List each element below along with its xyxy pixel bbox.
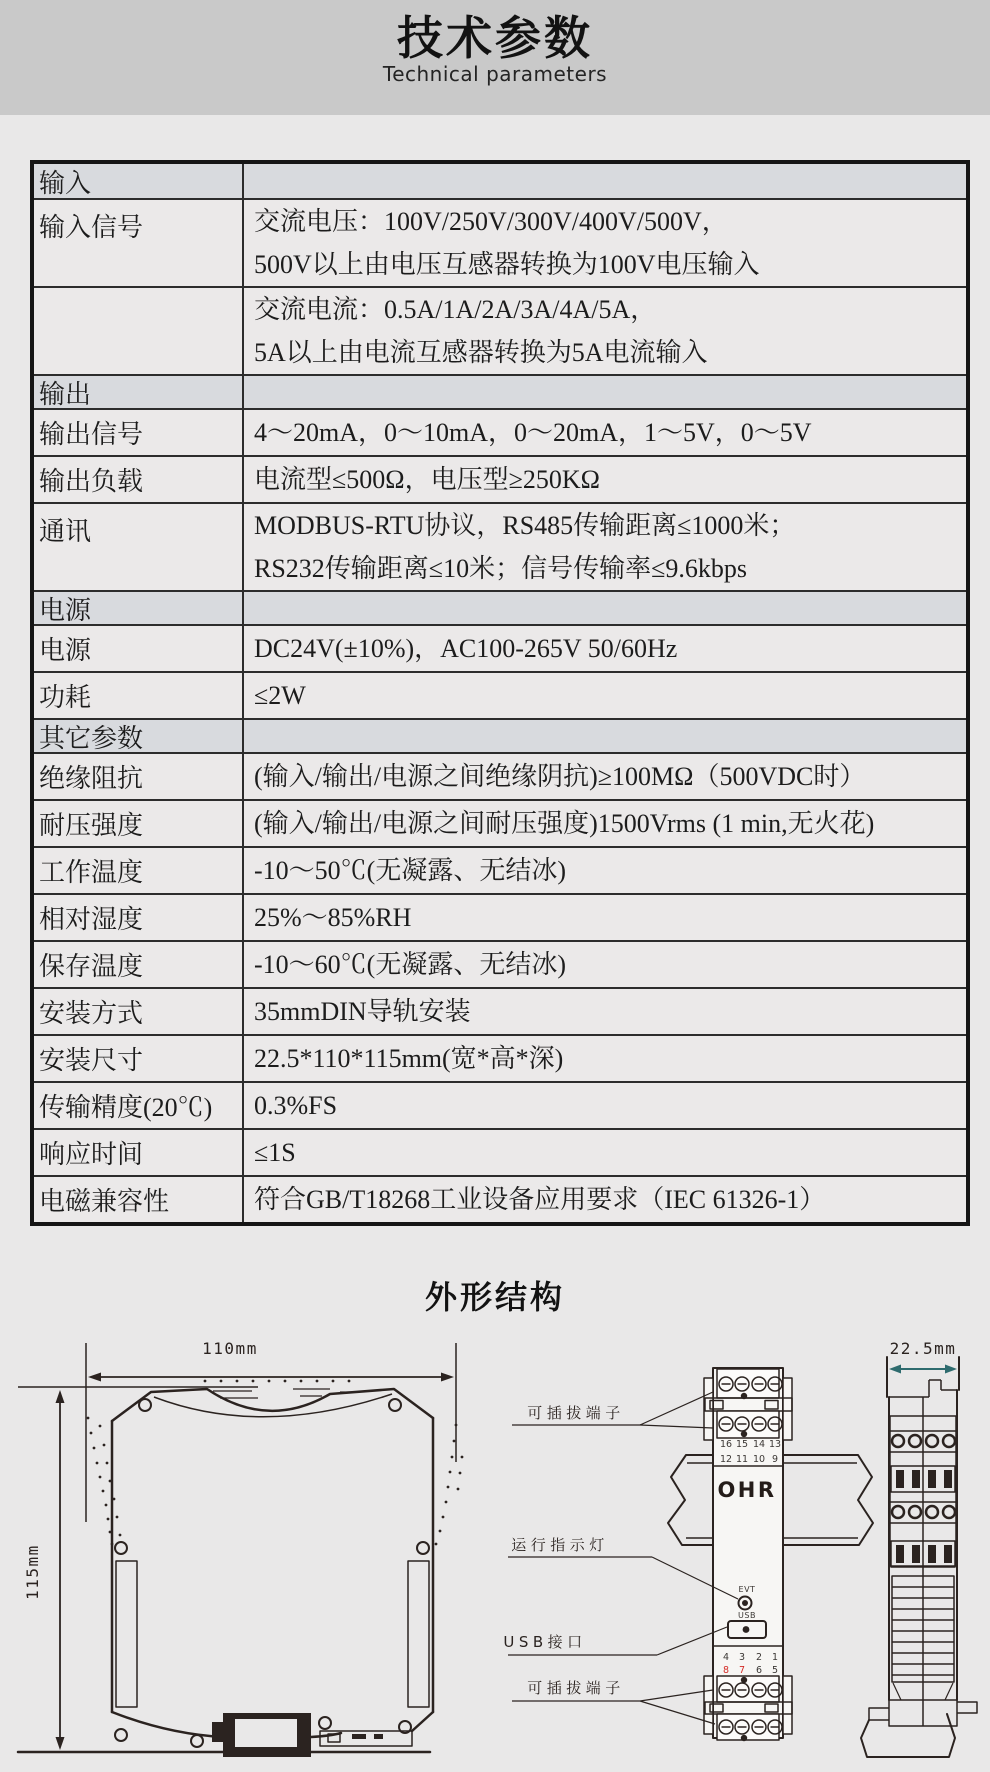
- spec-value: [244, 720, 966, 752]
- spec-value-line: 符合GB/T18268工业设备应用要求（IEC 61326-1）: [254, 1185, 826, 1214]
- spec-value-line: 交流电压：100V/250V/300V/400V/500V，: [254, 207, 728, 236]
- spec-label: 安装方式: [34, 989, 244, 1034]
- spec-value: [244, 895, 966, 940]
- spec-value: [244, 410, 966, 455]
- spec-value-line: ≤1S: [254, 1138, 296, 1167]
- svg-text:1: 1: [771, 1652, 779, 1663]
- spec-value: [244, 288, 966, 374]
- callout-pluggable-terminal-top: 可插拔端子: [527, 1404, 625, 1422]
- spec-label: 保存温度: [34, 942, 244, 987]
- table-row: [34, 752, 966, 799]
- callout-usb-port: USB接口: [503, 1633, 587, 1651]
- spec-value-line: -10～50℃(无凝露、无结冰): [254, 856, 566, 885]
- spec-label: 电源: [34, 592, 244, 624]
- spec-value-line: 5A以上由电流互感器转换为5A电流输入: [254, 338, 708, 367]
- spec-value-line: ≤2W: [254, 681, 306, 710]
- outline-drawing-svg: [0, 1330, 990, 1772]
- vent-strip-left: [116, 1561, 137, 1707]
- spec-label: 输入: [34, 164, 244, 198]
- screw-holes: [115, 1399, 429, 1747]
- spec-value: [244, 673, 966, 718]
- spec-value: [244, 504, 966, 590]
- svg-text:7: 7: [738, 1665, 746, 1676]
- spec-value: [244, 1083, 966, 1128]
- spec-value: [244, 626, 966, 671]
- spec-value: [244, 848, 966, 893]
- page-title: 技术参数: [397, 11, 593, 65]
- usb-label: USB: [738, 1611, 756, 1620]
- spec-value: [244, 1036, 966, 1081]
- table-row: [34, 1081, 966, 1128]
- table-row: [34, 1034, 966, 1081]
- page-subtitle: Technical parameters: [382, 61, 608, 86]
- svg-text:15: 15: [735, 1439, 749, 1450]
- svg-text:3: 3: [738, 1652, 746, 1663]
- spec-value-line: MODBUS-RTU协议，RS485传输距离≤1000米；: [254, 511, 796, 540]
- spec-value-line: (输入/输出/电源之间耐压强度)1500Vrms (1 min,无火花): [254, 809, 875, 838]
- spec-label: 工作温度: [34, 848, 244, 893]
- table-row: [34, 286, 966, 374]
- spec-label: 电磁兼容性: [34, 1177, 244, 1222]
- svg-text:8: 8: [722, 1665, 730, 1676]
- spec-value-line: 500V以上由电压互感器转换为100V电压输入: [254, 250, 760, 279]
- spec-value: [244, 942, 966, 987]
- svg-text:14: 14: [752, 1439, 766, 1450]
- spec-value-line: RS232传输距离≤10米；信号传输率≤9.6kbps: [254, 554, 747, 583]
- svg-text:10: 10: [752, 1454, 766, 1465]
- spec-label: 其它参数: [34, 720, 244, 752]
- spec-label: 输出负载: [34, 457, 244, 502]
- table-row: [34, 940, 966, 987]
- evt-label: EVT: [738, 1585, 756, 1594]
- table-row: [34, 590, 966, 624]
- spec-value-line: 22.5*110*115mm(宽*高*深): [254, 1044, 564, 1073]
- spec-value-line: 4～20mA，0～10mA，0～20mA，1～5V，0～5V: [254, 418, 812, 447]
- table-row: [34, 1128, 966, 1175]
- spec-value: [244, 1177, 966, 1222]
- spec-label: 相对湿度: [34, 895, 244, 940]
- spec-value: [244, 592, 966, 624]
- terminal-block-bottom-1: [717, 1676, 779, 1702]
- spec-label: 电源: [34, 626, 244, 671]
- spec-label: 输出: [34, 376, 244, 408]
- spec-value: [244, 989, 966, 1034]
- spec-value: [244, 754, 966, 799]
- spec-value: [244, 801, 966, 846]
- svg-text:5: 5: [771, 1665, 779, 1676]
- svg-text:12: 12: [719, 1454, 733, 1465]
- spec-value-line: 电流型≤500Ω，电压型≥250KΩ: [254, 465, 600, 494]
- height-dimension-label: 115mm: [23, 1544, 42, 1600]
- side-view: [861, 1339, 977, 1757]
- callout-pluggable-terminal-bottom: 可插拔端子: [527, 1679, 625, 1697]
- spec-value: [244, 457, 966, 502]
- front-view: [704, 1368, 792, 1741]
- svg-text:2: 2: [755, 1652, 763, 1663]
- spec-label: 绝缘阻抗: [34, 754, 244, 799]
- spec-label: 输入信号: [34, 200, 244, 286]
- width-dimension-label: 110mm: [202, 1339, 258, 1358]
- spec-value-line: (输入/输出/电源之间绝缘阴抗)≥100MΩ（500VDC时）: [254, 762, 866, 791]
- svg-text:4: 4: [722, 1652, 730, 1663]
- table-row: [34, 455, 966, 502]
- spec-label: 输出信号: [34, 410, 244, 455]
- left-outline-view: [18, 1339, 463, 1757]
- page-header: [0, 0, 990, 115]
- spec-table: [30, 160, 970, 1226]
- vent-strip-right: [408, 1561, 429, 1707]
- spec-label: 传输精度(20℃): [34, 1083, 244, 1128]
- callout-run-indicator: 运行指示灯: [511, 1536, 609, 1554]
- spec-value-line: 25%～85%RH: [254, 903, 412, 932]
- svg-text:6: 6: [755, 1665, 763, 1676]
- spec-value-line: -10～60℃(无凝露、无结冰): [254, 950, 566, 979]
- spec-value-line: 0.3%FS: [254, 1091, 338, 1120]
- spec-value: [244, 164, 966, 198]
- svg-text:16: 16: [719, 1439, 733, 1450]
- table-row: [34, 408, 966, 455]
- spec-value-line: 35mmDIN导轨安装: [254, 997, 471, 1026]
- outline-section-title: 外形结构: [424, 1278, 565, 1316]
- table-row: [34, 893, 966, 940]
- spec-value-line: DC24V(±10%)，AC100-265V 50/60Hz: [254, 634, 678, 663]
- spec-value-line: 交流电流：0.5A/1A/2A/3A/4A/5A，: [254, 295, 657, 324]
- spec-label: 响应时间: [34, 1130, 244, 1175]
- spec-label: 功耗: [34, 673, 244, 718]
- spec-label: 耐压强度: [34, 801, 244, 846]
- depth-dimension-label: 22.5mm: [889, 1339, 957, 1358]
- dot-pattern: [87, 1380, 464, 1546]
- svg-text:11: 11: [735, 1454, 749, 1465]
- table-row: [34, 671, 966, 718]
- svg-text:13: 13: [768, 1439, 782, 1450]
- table-row: [34, 502, 966, 590]
- svg-text:9: 9: [771, 1454, 779, 1465]
- table-row: [34, 987, 966, 1034]
- spec-value: [244, 200, 966, 286]
- spec-value: [244, 1130, 966, 1175]
- table-row: [34, 846, 966, 893]
- spec-value: [244, 376, 966, 408]
- spec-label: 安装尺寸: [34, 1036, 244, 1081]
- table-row: [34, 718, 966, 752]
- spec-label: [34, 288, 244, 374]
- table-row: [34, 624, 966, 671]
- table-row: [34, 164, 966, 198]
- outline-drawing: [0, 1330, 990, 1772]
- table-row: [34, 198, 966, 286]
- leader-line: [508, 1557, 738, 1599]
- table-row: [34, 1175, 966, 1222]
- table-row: [34, 799, 966, 846]
- spec-label: 通讯: [34, 504, 244, 590]
- callouts: [503, 1392, 738, 1724]
- brand-logo: OHR: [717, 1478, 777, 1502]
- table-row: [34, 374, 966, 408]
